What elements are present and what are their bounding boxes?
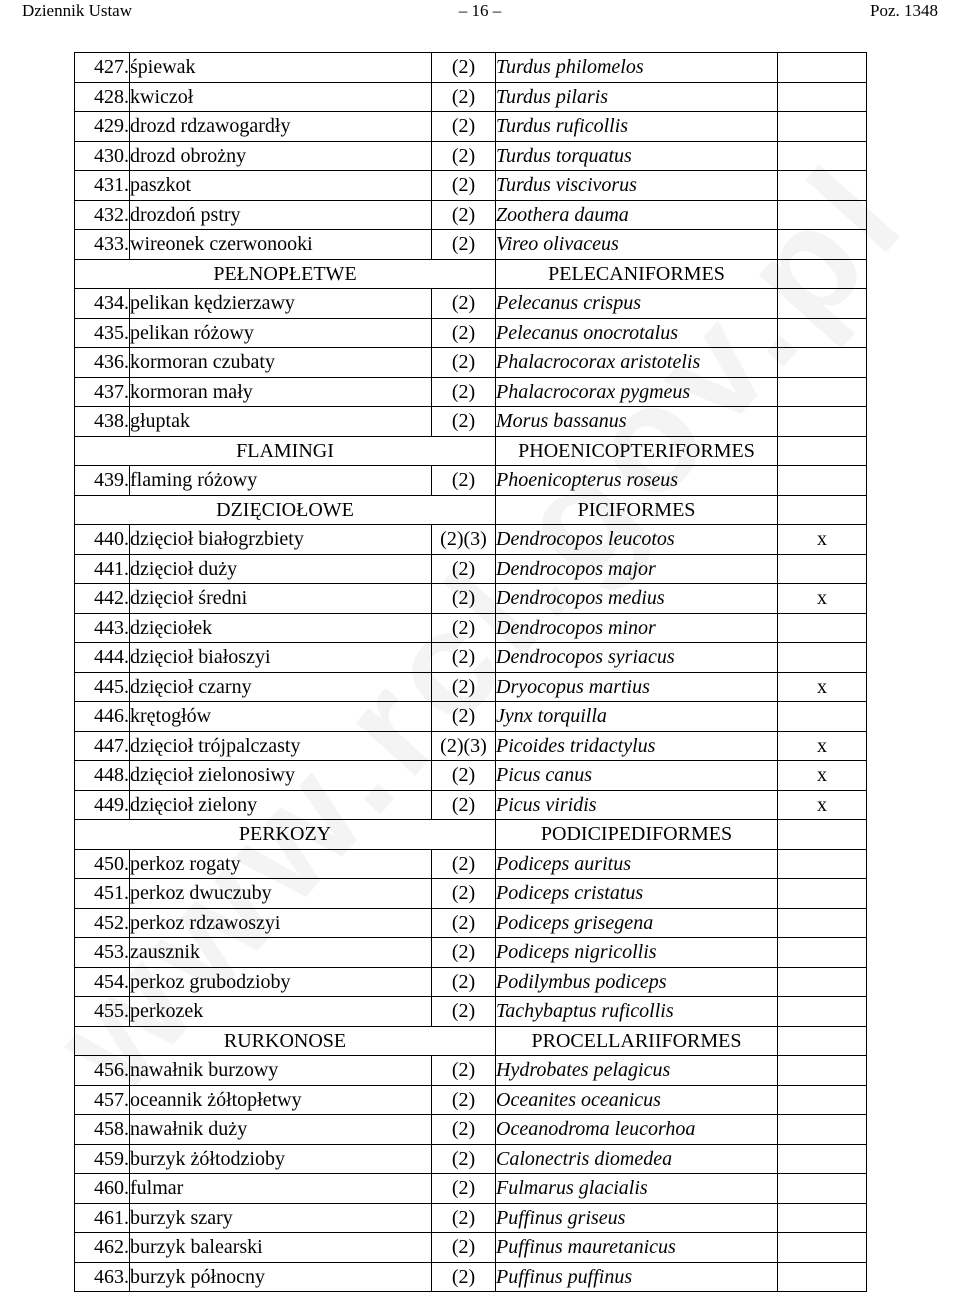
protection-category: (2)	[432, 1203, 496, 1233]
species-name-latin: Tachybaptus ruficollis	[496, 997, 778, 1027]
position-number: Poz. 1348	[870, 1, 938, 20]
protection-category: (2)	[432, 761, 496, 791]
species-name-polish: drozd rdzawogardły	[130, 112, 432, 142]
species-name-polish: perkoz grubodzioby	[130, 967, 432, 997]
species-name-latin: Podiceps auritus	[496, 849, 778, 879]
species-row	[75, 1056, 867, 1086]
journal-title: Dziennik Ustaw	[22, 1, 133, 20]
species-name-latin: Oceanites oceanicus	[496, 1085, 778, 1115]
species-mark	[778, 407, 867, 437]
species-name-latin: Turdus pilaris	[496, 82, 778, 112]
species-row	[75, 643, 867, 673]
species-mark	[778, 1262, 867, 1292]
species-mark	[778, 1203, 867, 1233]
species-name-polish: drozdoń pstry	[130, 200, 432, 230]
species-number: 459.	[75, 1144, 130, 1174]
species-name-latin: Picus viridis	[496, 790, 778, 820]
species-number: 442.	[75, 584, 130, 614]
species-name-polish: perkoz rogaty	[130, 849, 432, 879]
protection-category: (2)	[432, 938, 496, 968]
species-row	[75, 112, 867, 142]
group-mark-cell	[778, 1026, 867, 1056]
protection-category: (2)	[432, 289, 496, 319]
species-number: 429.	[75, 112, 130, 142]
species-number: 454.	[75, 967, 130, 997]
species-number: 428.	[75, 82, 130, 112]
protection-category: (2)	[432, 584, 496, 614]
species-mark: x	[778, 525, 867, 555]
species-mark	[778, 348, 867, 378]
species-mark	[778, 1056, 867, 1086]
species-table-body	[75, 53, 867, 1292]
species-row	[75, 466, 867, 496]
species-number: 438.	[75, 407, 130, 437]
protection-category: (2)	[432, 1233, 496, 1263]
group-header-row	[75, 259, 867, 289]
group-mark-cell	[778, 820, 867, 850]
protection-category: (2)	[432, 1174, 496, 1204]
group-header-row	[75, 495, 867, 525]
species-mark	[778, 171, 867, 201]
species-mark	[778, 554, 867, 584]
species-row	[75, 790, 867, 820]
species-mark	[778, 289, 867, 319]
species-name-polish: fulmar	[130, 1174, 432, 1204]
species-name-polish: flaming różowy	[130, 466, 432, 496]
protection-category: (2)	[432, 790, 496, 820]
group-name-latin: PHOENICOPTERIFORMES	[496, 436, 778, 466]
species-row	[75, 525, 867, 555]
protection-category: (2)	[432, 466, 496, 496]
species-mark	[778, 53, 867, 83]
species-name-latin: Turdus torquatus	[496, 141, 778, 171]
species-mark	[778, 377, 867, 407]
species-mark	[778, 318, 867, 348]
group-name-latin: PELECANIFORMES	[496, 259, 778, 289]
protection-category: (2)	[432, 53, 496, 83]
species-number: 436.	[75, 348, 130, 378]
protection-category: (2)(3)	[432, 525, 496, 555]
species-name-latin: Puffinus griseus	[496, 1203, 778, 1233]
species-number: 431.	[75, 171, 130, 201]
species-mark	[778, 1115, 867, 1145]
species-mark	[778, 967, 867, 997]
species-mark	[778, 1233, 867, 1263]
species-name-latin: Pelecanus onocrotalus	[496, 318, 778, 348]
protection-category: (2)	[432, 613, 496, 643]
species-number: 449.	[75, 790, 130, 820]
species-number: 433.	[75, 230, 130, 260]
protection-category: (2)	[432, 879, 496, 909]
species-name-polish: burzyk północny	[130, 1262, 432, 1292]
species-name-polish: dzięcioł białoszyi	[130, 643, 432, 673]
protection-category: (2)	[432, 1144, 496, 1174]
species-name-latin: Dendrocopos medius	[496, 584, 778, 614]
protection-category: (2)	[432, 112, 496, 142]
protection-category: (2)	[432, 377, 496, 407]
species-row	[75, 53, 867, 83]
species-number: 447.	[75, 731, 130, 761]
group-name-polish: DZIĘCIOŁOWE	[75, 495, 496, 525]
protection-category: (2)	[432, 407, 496, 437]
protection-category: (2)	[432, 849, 496, 879]
group-name-polish: PEŁNOPŁETWE	[75, 259, 496, 289]
species-name-polish: perkoz rdzawoszyi	[130, 908, 432, 938]
species-row	[75, 82, 867, 112]
group-name-polish: RURKONOSE	[75, 1026, 496, 1056]
species-number: 435.	[75, 318, 130, 348]
species-row	[75, 613, 867, 643]
protection-category: (2)	[432, 1085, 496, 1115]
species-name-latin: Dendrocopos leucotos	[496, 525, 778, 555]
group-name-latin: PODICIPEDIFORMES	[496, 820, 778, 850]
species-number: 439.	[75, 466, 130, 496]
species-name-polish: zausznik	[130, 938, 432, 968]
species-row	[75, 200, 867, 230]
group-header-row	[75, 820, 867, 850]
page-number: – 16 –	[458, 1, 502, 20]
protection-category: (2)	[432, 967, 496, 997]
species-row	[75, 318, 867, 348]
species-name-latin: Turdus philomelos	[496, 53, 778, 83]
species-row	[75, 1144, 867, 1174]
species-number: 430.	[75, 141, 130, 171]
species-mark	[778, 997, 867, 1027]
group-name-latin: PICIFORMES	[496, 495, 778, 525]
species-name-polish: kormoran mały	[130, 377, 432, 407]
species-number: 452.	[75, 908, 130, 938]
species-name-latin: Oceanodroma leucorhoa	[496, 1115, 778, 1145]
species-name-polish: dzięciołek	[130, 613, 432, 643]
species-name-polish: dzięcioł białogrzbiety	[130, 525, 432, 555]
species-number: 463.	[75, 1262, 130, 1292]
species-mark	[778, 200, 867, 230]
species-number: 444.	[75, 643, 130, 673]
species-name-latin: Phoenicopterus roseus	[496, 466, 778, 496]
species-name-polish: dzięcioł czarny	[130, 672, 432, 702]
species-row	[75, 938, 867, 968]
species-row	[75, 702, 867, 732]
protection-category: (2)	[432, 554, 496, 584]
species-mark	[778, 908, 867, 938]
species-name-polish: nawałnik duży	[130, 1115, 432, 1145]
species-name-polish: burzyk szary	[130, 1203, 432, 1233]
species-row	[75, 761, 867, 791]
species-number: 443.	[75, 613, 130, 643]
species-mark	[778, 643, 867, 673]
group-mark-cell	[778, 436, 867, 466]
species-name-latin: Picus canus	[496, 761, 778, 791]
species-name-polish: drozd obrożny	[130, 141, 432, 171]
protection-category: (2)	[432, 200, 496, 230]
species-number: 448.	[75, 761, 130, 791]
species-mark	[778, 1144, 867, 1174]
protection-category: (2)	[432, 672, 496, 702]
species-number: 460.	[75, 1174, 130, 1204]
species-number: 458.	[75, 1115, 130, 1145]
species-name-polish: dzięcioł duży	[130, 554, 432, 584]
species-mark	[778, 702, 867, 732]
species-row	[75, 879, 867, 909]
species-name-polish: pelikan różowy	[130, 318, 432, 348]
species-row	[75, 377, 867, 407]
species-row	[75, 289, 867, 319]
species-name-latin: Pelecanus crispus	[496, 289, 778, 319]
species-name-polish: dzięcioł średni	[130, 584, 432, 614]
protection-category: (2)	[432, 318, 496, 348]
species-name-latin: Dendrocopos minor	[496, 613, 778, 643]
species-mark	[778, 613, 867, 643]
species-row	[75, 554, 867, 584]
species-name-latin: Podilymbus podiceps	[496, 967, 778, 997]
species-name-polish: wireonek czerwonooki	[130, 230, 432, 260]
group-name-polish: FLAMINGI	[75, 436, 496, 466]
species-mark: x	[778, 584, 867, 614]
species-name-polish: burzyk żółtodzioby	[130, 1144, 432, 1174]
species-name-polish: nawałnik burzowy	[130, 1056, 432, 1086]
species-row	[75, 1174, 867, 1204]
species-name-latin: Dendrocopos major	[496, 554, 778, 584]
species-row	[75, 1233, 867, 1263]
species-name-polish: dzięcioł trójpalczasty	[130, 731, 432, 761]
species-name-polish: pelikan kędzierzawy	[130, 289, 432, 319]
species-mark: x	[778, 790, 867, 820]
protection-category: (2)	[432, 908, 496, 938]
species-number: 456.	[75, 1056, 130, 1086]
group-name-polish: PERKOZY	[75, 820, 496, 850]
species-name-latin: Podiceps grisegena	[496, 908, 778, 938]
species-row	[75, 1085, 867, 1115]
species-row	[75, 584, 867, 614]
species-number: 461.	[75, 1203, 130, 1233]
species-number: 462.	[75, 1233, 130, 1263]
species-name-latin: Calonectris diomedea	[496, 1144, 778, 1174]
species-number: 451.	[75, 879, 130, 909]
group-name-latin: PROCELLARIIFORMES	[496, 1026, 778, 1056]
species-mark	[778, 466, 867, 496]
species-number: 450.	[75, 849, 130, 879]
protection-category: (2)	[432, 643, 496, 673]
species-name-latin: Morus bassanus	[496, 407, 778, 437]
species-number: 440.	[75, 525, 130, 555]
species-mark	[778, 82, 867, 112]
species-name-latin: Podiceps nigricollis	[496, 938, 778, 968]
species-number: 457.	[75, 1085, 130, 1115]
species-name-latin: Phalacrocorax pygmeus	[496, 377, 778, 407]
species-number: 441.	[75, 554, 130, 584]
species-name-latin: Turdus ruficollis	[496, 112, 778, 142]
species-name-polish: perkoz dwuczuby	[130, 879, 432, 909]
protection-category: (2)	[432, 1056, 496, 1086]
species-row	[75, 908, 867, 938]
species-row	[75, 1115, 867, 1145]
species-name-polish: oceannik żółtopłetwy	[130, 1085, 432, 1115]
species-name-polish: paszkot	[130, 171, 432, 201]
protection-category: (2)	[432, 171, 496, 201]
species-name-polish: głuptak	[130, 407, 432, 437]
species-number: 445.	[75, 672, 130, 702]
protection-category: (2)	[432, 348, 496, 378]
species-row	[75, 997, 867, 1027]
species-name-polish: kwiczoł	[130, 82, 432, 112]
protection-category: (2)	[432, 997, 496, 1027]
species-row	[75, 171, 867, 201]
species-name-polish: śpiewak	[130, 53, 432, 83]
species-number: 434.	[75, 289, 130, 319]
species-name-polish: kormoran czubaty	[130, 348, 432, 378]
species-mark	[778, 112, 867, 142]
species-number: 453.	[75, 938, 130, 968]
species-mark	[778, 849, 867, 879]
species-name-polish: dzięcioł zielonosiwy	[130, 761, 432, 791]
species-name-latin: Dryocopus martius	[496, 672, 778, 702]
species-name-polish: burzyk balearski	[130, 1233, 432, 1263]
species-row	[75, 731, 867, 761]
species-row	[75, 672, 867, 702]
species-table	[74, 52, 867, 1292]
species-row	[75, 967, 867, 997]
species-row	[75, 1262, 867, 1292]
species-name-latin: Phalacrocorax aristotelis	[496, 348, 778, 378]
species-name-latin: Jynx torquilla	[496, 702, 778, 732]
protection-category: (2)	[432, 702, 496, 732]
species-name-latin: Dendrocopos syriacus	[496, 643, 778, 673]
species-mark: x	[778, 672, 867, 702]
species-row	[75, 230, 867, 260]
group-mark-cell	[778, 259, 867, 289]
group-header-row	[75, 436, 867, 466]
species-name-latin: Turdus viscivorus	[496, 171, 778, 201]
species-mark	[778, 1174, 867, 1204]
group-mark-cell	[778, 495, 867, 525]
protection-category: (2)(3)	[432, 731, 496, 761]
species-mark	[778, 938, 867, 968]
species-number: 446.	[75, 702, 130, 732]
protection-category: (2)	[432, 82, 496, 112]
species-name-latin: Vireo olivaceus	[496, 230, 778, 260]
species-number: 455.	[75, 997, 130, 1027]
species-name-latin: Puffinus mauretanicus	[496, 1233, 778, 1263]
species-number: 427.	[75, 53, 130, 83]
protection-category: (2)	[432, 1115, 496, 1145]
species-row	[75, 348, 867, 378]
species-mark: x	[778, 731, 867, 761]
species-number: 432.	[75, 200, 130, 230]
species-name-polish: dzięcioł zielony	[130, 790, 432, 820]
protection-category: (2)	[432, 1262, 496, 1292]
page-header	[0, 0, 960, 22]
species-mark	[778, 230, 867, 260]
species-mark	[778, 879, 867, 909]
species-mark	[778, 1085, 867, 1115]
species-name-latin: Puffinus puffinus	[496, 1262, 778, 1292]
species-row	[75, 849, 867, 879]
protection-category: (2)	[432, 230, 496, 260]
species-row	[75, 407, 867, 437]
species-mark: x	[778, 761, 867, 791]
species-name-polish: krętogłów	[130, 702, 432, 732]
species-name-polish: perkozek	[130, 997, 432, 1027]
species-mark	[778, 141, 867, 171]
species-name-latin: Picoides tridactylus	[496, 731, 778, 761]
species-name-latin: Podiceps cristatus	[496, 879, 778, 909]
species-name-latin: Hydrobates pelagicus	[496, 1056, 778, 1086]
species-number: 437.	[75, 377, 130, 407]
species-name-latin: Fulmarus glacialis	[496, 1174, 778, 1204]
species-row	[75, 141, 867, 171]
species-row	[75, 1203, 867, 1233]
protection-category: (2)	[432, 141, 496, 171]
group-header-row	[75, 1026, 867, 1056]
species-name-latin: Zoothera dauma	[496, 200, 778, 230]
